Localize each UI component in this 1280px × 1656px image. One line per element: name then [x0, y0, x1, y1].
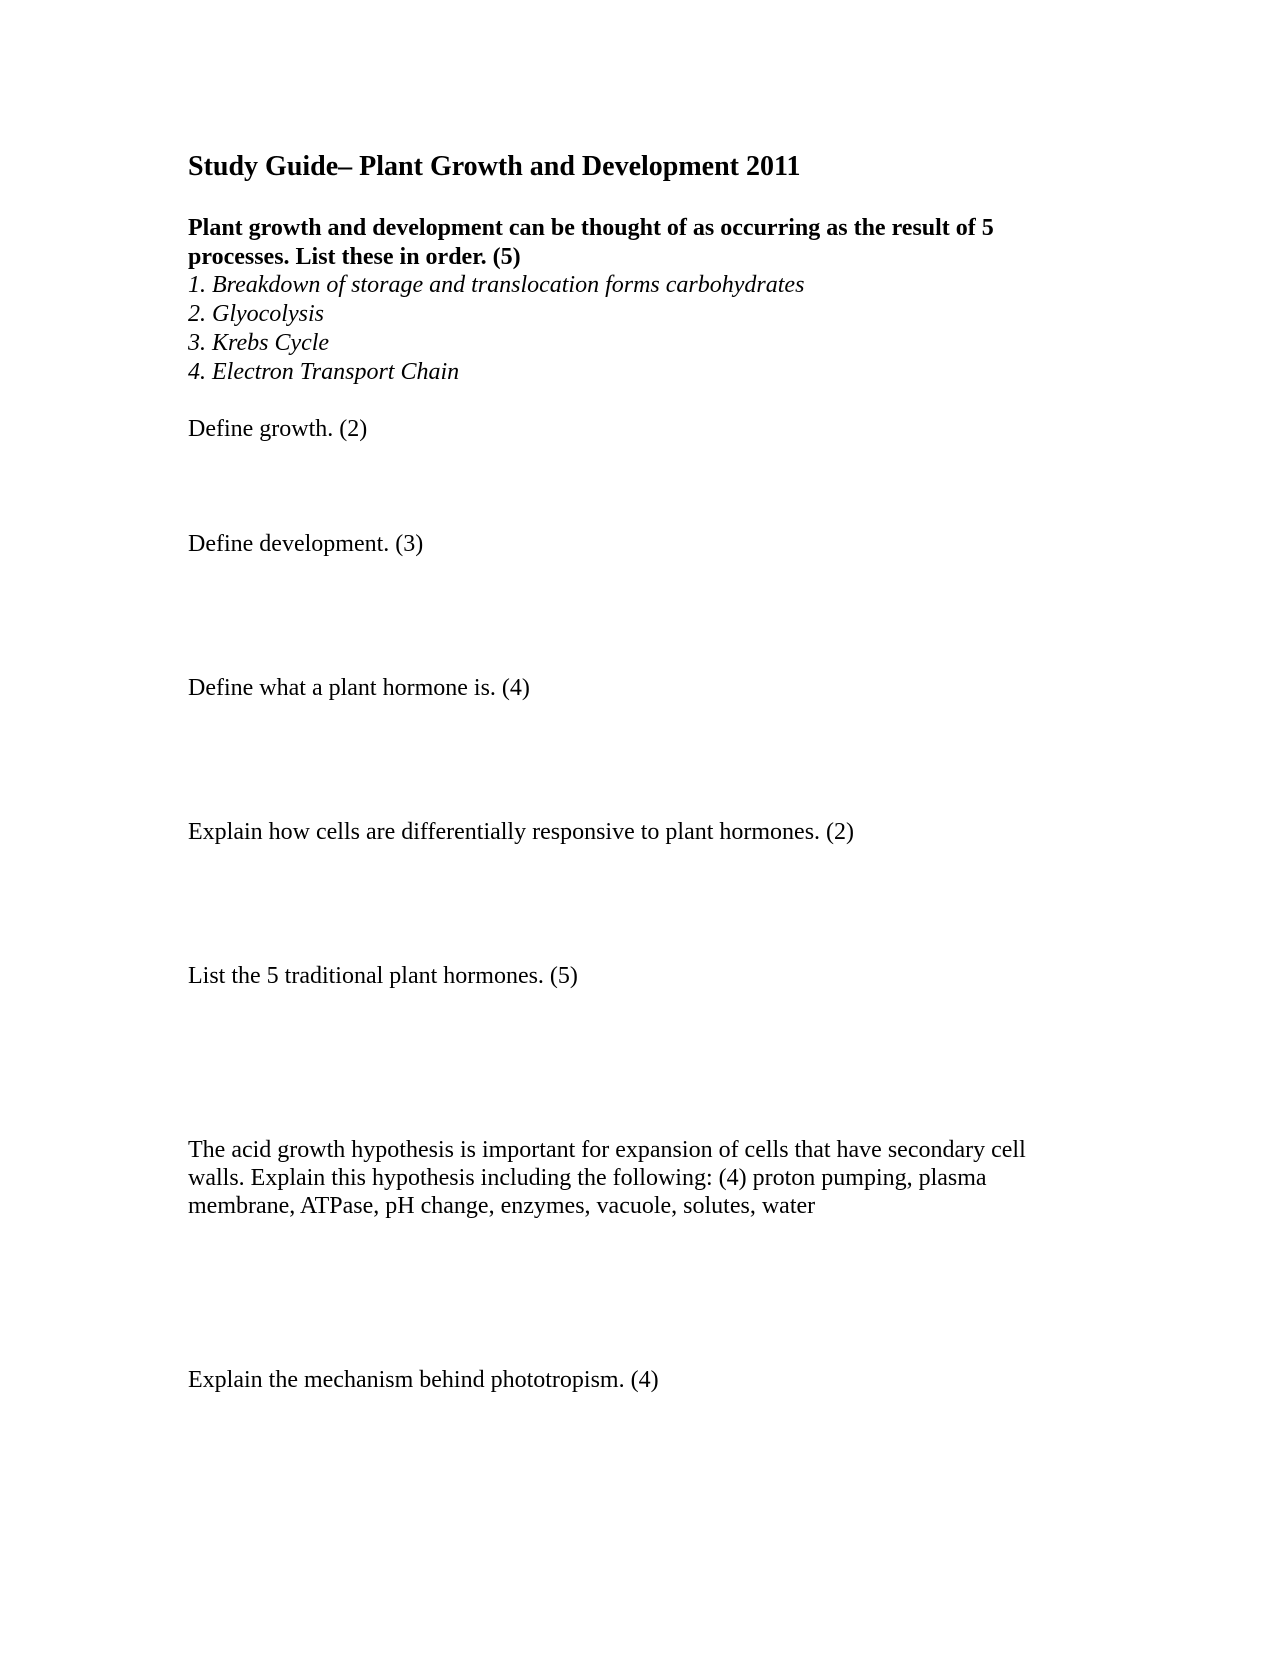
- answer-item: 3. Krebs Cycle: [188, 330, 330, 356]
- answer-item: 1. Breakdown of storage and translocation forms carbohydrates: [188, 272, 805, 298]
- question-traditional-hormones: List the 5 traditional plant hormones. (5): [188, 963, 578, 989]
- question-define-development: Define development. (3): [188, 531, 424, 557]
- question-define-hormone: Define what a plant hormone is. (4): [188, 675, 530, 701]
- question-acid-growth-line-2: walls. Explain this hypothesis including the following: (4) proton pumping, plasma: [188, 1165, 987, 1191]
- page-title: Study Guide– Plant Growth and Development 2011: [188, 151, 801, 182]
- answer-item: 2. Glyocolysis: [188, 301, 324, 327]
- question-differential-response: Explain how cells are differentially responsive to plant hormones. (2): [188, 819, 855, 845]
- answer-item: 4. Electron Transport Chain: [188, 359, 460, 385]
- intro-line-1: Plant growth and development can be thought of as occurring as the result of 5: [188, 215, 994, 241]
- question-phototropism: Explain the mechanism behind phototropism. (4): [188, 1367, 659, 1393]
- question-acid-growth-line-3: membrane, ATPase, pH change, enzymes, vacuole, solutes, water: [188, 1193, 816, 1219]
- question-define-growth: Define growth. (2): [188, 416, 368, 442]
- intro-line-2: processes. List these in order. (5): [188, 244, 521, 270]
- question-acid-growth-line-1: The acid growth hypothesis is important for expansion of cells that have secondary cell: [188, 1137, 1026, 1163]
